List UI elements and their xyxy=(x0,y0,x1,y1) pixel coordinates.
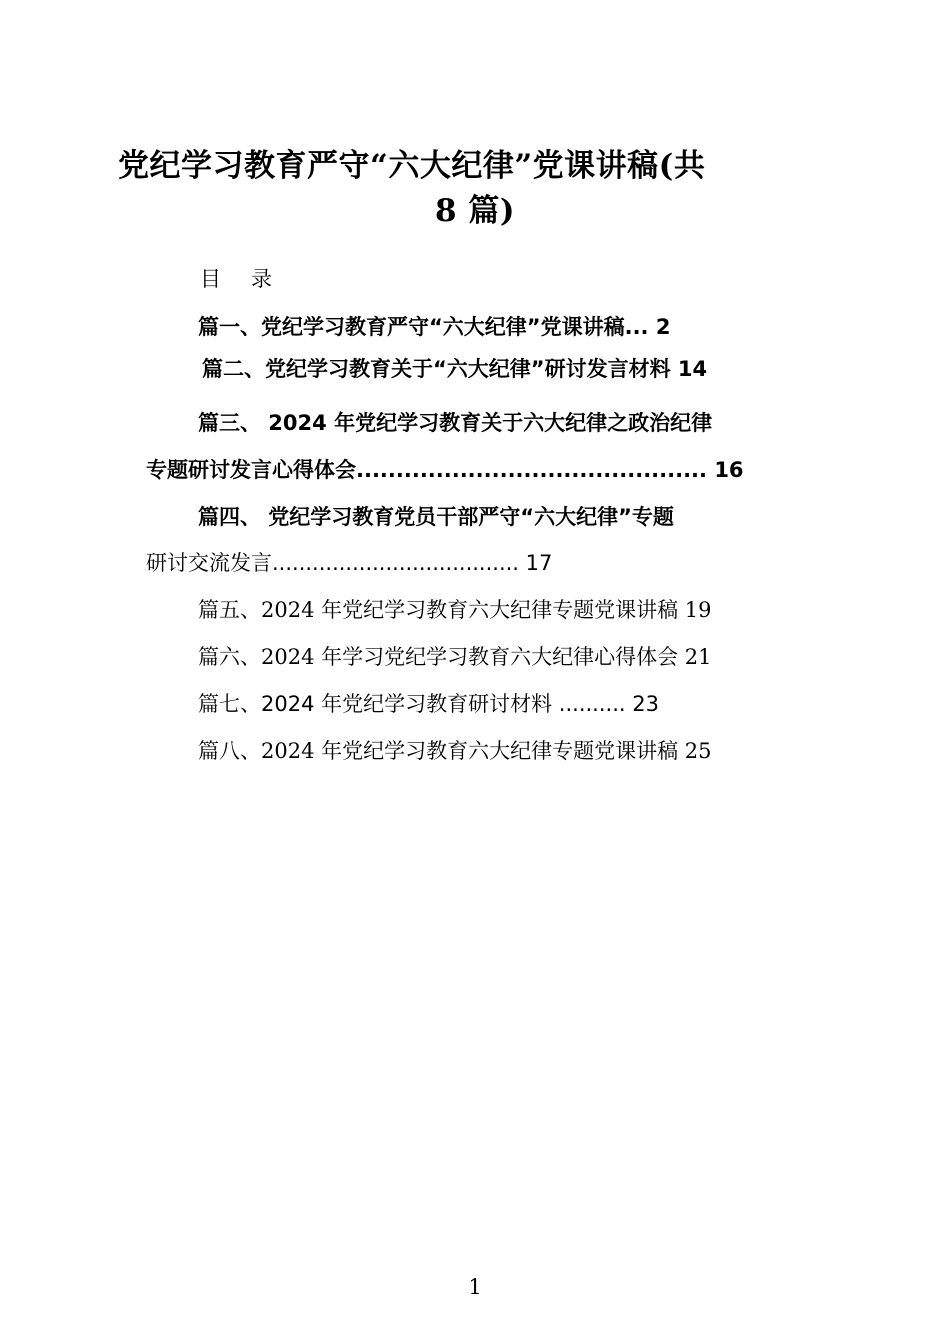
document-title-line-2: 8 篇) xyxy=(434,193,516,229)
toc-entry-7[interactable]: 篇七、2024 年党纪学习教育研讨材料 .......... 23 xyxy=(198,692,659,716)
toc-heading-char-2: 录 xyxy=(251,267,272,291)
toc-entry-3-line-1[interactable]: 篇三、 2024 年党纪学习教育关于六大纪律之政治纪律 xyxy=(198,411,713,435)
document-title-line-1: 党纪学习教育严守“六大纪律”党课讲稿(共 xyxy=(118,148,706,184)
toc-entry-1[interactable]: 篇一、党纪学习教育严守“六大纪律”党课讲稿... 2 xyxy=(198,315,671,339)
toc-entry-5[interactable]: 篇五、2024 年党纪学习教育六大纪律专题党课讲稿 19 xyxy=(198,598,712,622)
toc-entry-4-line-2[interactable]: 研讨交流发言..................................... 17 xyxy=(146,551,553,575)
toc-entry-8[interactable]: 篇八、2024 年党纪学习教育六大纪律专题党课讲稿 25 xyxy=(198,739,712,763)
toc-entry-4-line-1[interactable]: 篇四、 党纪学习教育党员干部严守“六大纪律”专题 xyxy=(198,505,674,529)
toc-entry-6[interactable]: 篇六、2024 年学习党纪学习教育六大纪律心得体会 21 xyxy=(198,645,712,669)
toc-entry-3-line-2[interactable]: 专题研讨发言心得体会............................................ 16 xyxy=(146,458,744,482)
toc-entry-2[interactable]: 篇二、党纪学习教育关于“六大纪律”研讨发言材料 14 xyxy=(202,357,708,381)
toc-heading xyxy=(200,263,272,293)
page-number: 1 xyxy=(468,1275,482,1299)
toc-heading-char-1: 目 xyxy=(200,267,221,291)
